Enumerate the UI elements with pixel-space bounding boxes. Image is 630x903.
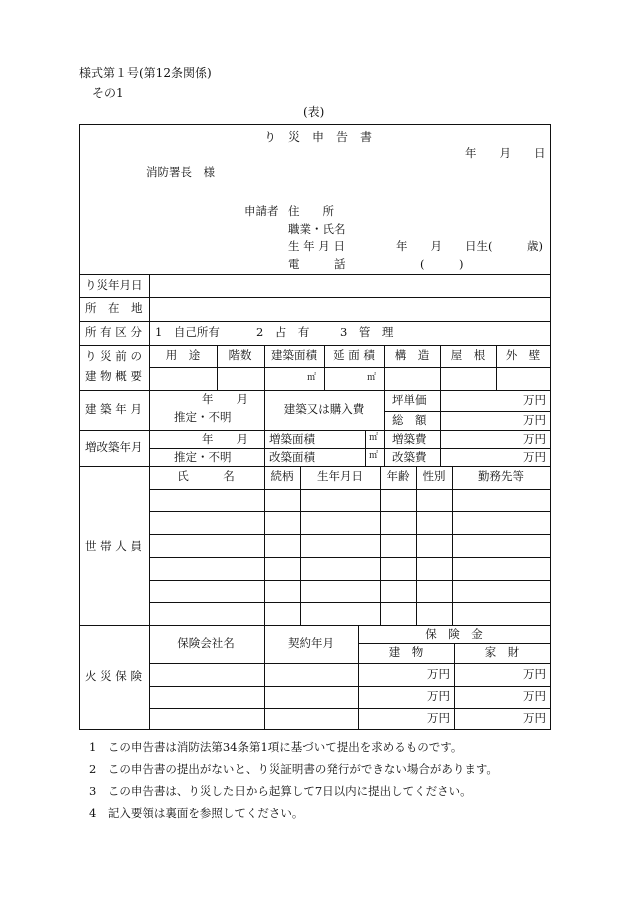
form-sub-number: その1 bbox=[92, 86, 124, 100]
birth-date-value: 年 月 日生( 歳) bbox=[396, 239, 543, 253]
goods-yen-1: 万円 bbox=[523, 667, 546, 681]
construction-estimate: 推定・不明 bbox=[174, 410, 232, 424]
col-workplace: 勤務先等 bbox=[478, 469, 524, 483]
col-contract-date: 契約年月 bbox=[288, 636, 334, 650]
note-item: 4 記入要領は裏面を参照してください。 bbox=[89, 806, 304, 820]
note-item: 2 この申告書の提出がないと、り災証明書の発行ができない場合があります。 bbox=[89, 762, 498, 776]
col-insurance-amount: 保 険 金 bbox=[425, 627, 483, 641]
col-household-goods: 家 財 bbox=[484, 645, 520, 659]
ownership-option-manage: 3 管 理 bbox=[340, 325, 394, 339]
col-roof: 屋 根 bbox=[450, 348, 486, 362]
household-members-label: 世 帯 人 員 bbox=[85, 539, 142, 553]
extension-area-unit: ㎡ bbox=[368, 433, 378, 443]
note-item: 3 この申告書は、り災した日から起算して7日以内に提出してください。 bbox=[89, 784, 472, 798]
col-sex: 性別 bbox=[422, 469, 446, 483]
building-yen-3: 万円 bbox=[427, 711, 450, 725]
col-birth-date: 生年月日 bbox=[317, 469, 363, 483]
col-building: 建 物 bbox=[388, 645, 424, 659]
col-relation: 続柄 bbox=[270, 469, 294, 483]
address-label: 住 所 bbox=[288, 204, 334, 218]
extension-cost-label: 増築費 bbox=[392, 432, 427, 446]
form-title: り 災 申 告 書 bbox=[263, 130, 373, 144]
floor-area-unit: ㎡ bbox=[367, 373, 377, 383]
extension-estimate: 推定・不明 bbox=[174, 450, 232, 464]
col-name: 氏 名 bbox=[177, 469, 235, 483]
extension-year-month: 年 月 bbox=[202, 432, 248, 446]
building-overview-label-1: り 災 前 の bbox=[85, 349, 142, 363]
fire-insurance-label: 火 災 保 険 bbox=[85, 669, 142, 683]
phone-value: ( ) bbox=[420, 257, 464, 271]
form-number: 様式第１号(第12条関係) bbox=[79, 66, 212, 80]
building-yen-1: 万円 bbox=[427, 667, 450, 681]
building-yen-2: 万円 bbox=[427, 689, 450, 703]
remodel-area-label: 改築面積 bbox=[269, 450, 315, 464]
side-label: (表) bbox=[303, 105, 325, 119]
applicant-label: 申請者 bbox=[244, 204, 279, 218]
remodel-cost-label: 改築費 bbox=[392, 450, 427, 464]
total-amount-label: 総 額 bbox=[392, 413, 427, 427]
col-structure: 構 造 bbox=[394, 348, 430, 362]
ownership-option-own: 1 自己所有 bbox=[155, 325, 220, 339]
col-age: 年齢 bbox=[386, 469, 410, 483]
note-item: 1 この申告書は消防法第34条第1項に基づいて提出を求めるものです。 bbox=[89, 740, 463, 754]
ownership-option-occupy: 2 占 有 bbox=[256, 325, 310, 339]
location-label: 所 在 地 bbox=[85, 301, 143, 315]
construction-date-label: 建 築 年 月 bbox=[85, 402, 142, 416]
col-floors: 階数 bbox=[228, 348, 252, 362]
addressee: 消防署長 様 bbox=[146, 165, 215, 179]
phone-label: 電 話 bbox=[288, 257, 346, 271]
disaster-report-form bbox=[79, 124, 551, 730]
extension-date-label: 増改築年月 bbox=[85, 440, 143, 454]
submission-date: 年 月 日 bbox=[465, 146, 546, 160]
col-floor-area: 延 面 積 bbox=[333, 348, 375, 362]
col-usage: 用 途 bbox=[165, 348, 201, 362]
col-building-area: 建築面積 bbox=[271, 348, 317, 362]
notes bbox=[89, 740, 498, 828]
building-area-unit: ㎡ bbox=[307, 373, 317, 383]
goods-yen-2: 万円 bbox=[523, 689, 546, 703]
extension-cost-yen: 万円 bbox=[523, 432, 546, 446]
total-amount-yen: 万円 bbox=[523, 413, 546, 427]
construction-cost-label: 建築又は購入費 bbox=[283, 402, 365, 416]
extension-area-label: 増築面積 bbox=[269, 432, 315, 446]
goods-yen-3: 万円 bbox=[523, 711, 546, 725]
ownership-label: 所 有 区 分 bbox=[85, 325, 142, 339]
occupation-name-label: 職業・氏名 bbox=[288, 222, 346, 236]
unit-price-label: 坪単価 bbox=[392, 393, 427, 407]
col-exterior-wall: 外 壁 bbox=[505, 348, 541, 362]
building-overview-label-2: 建 物 概 要 bbox=[85, 369, 142, 383]
col-insurer: 保険会社名 bbox=[177, 636, 235, 650]
construction-year-month: 年 月 bbox=[202, 392, 248, 406]
unit-price-yen: 万円 bbox=[523, 393, 546, 407]
remodel-cost-yen: 万円 bbox=[523, 450, 546, 464]
birth-date-label: 生 年 月 日 bbox=[288, 239, 345, 253]
remodel-area-unit: ㎡ bbox=[368, 451, 378, 461]
disaster-date-label: り災年月日 bbox=[85, 278, 143, 292]
